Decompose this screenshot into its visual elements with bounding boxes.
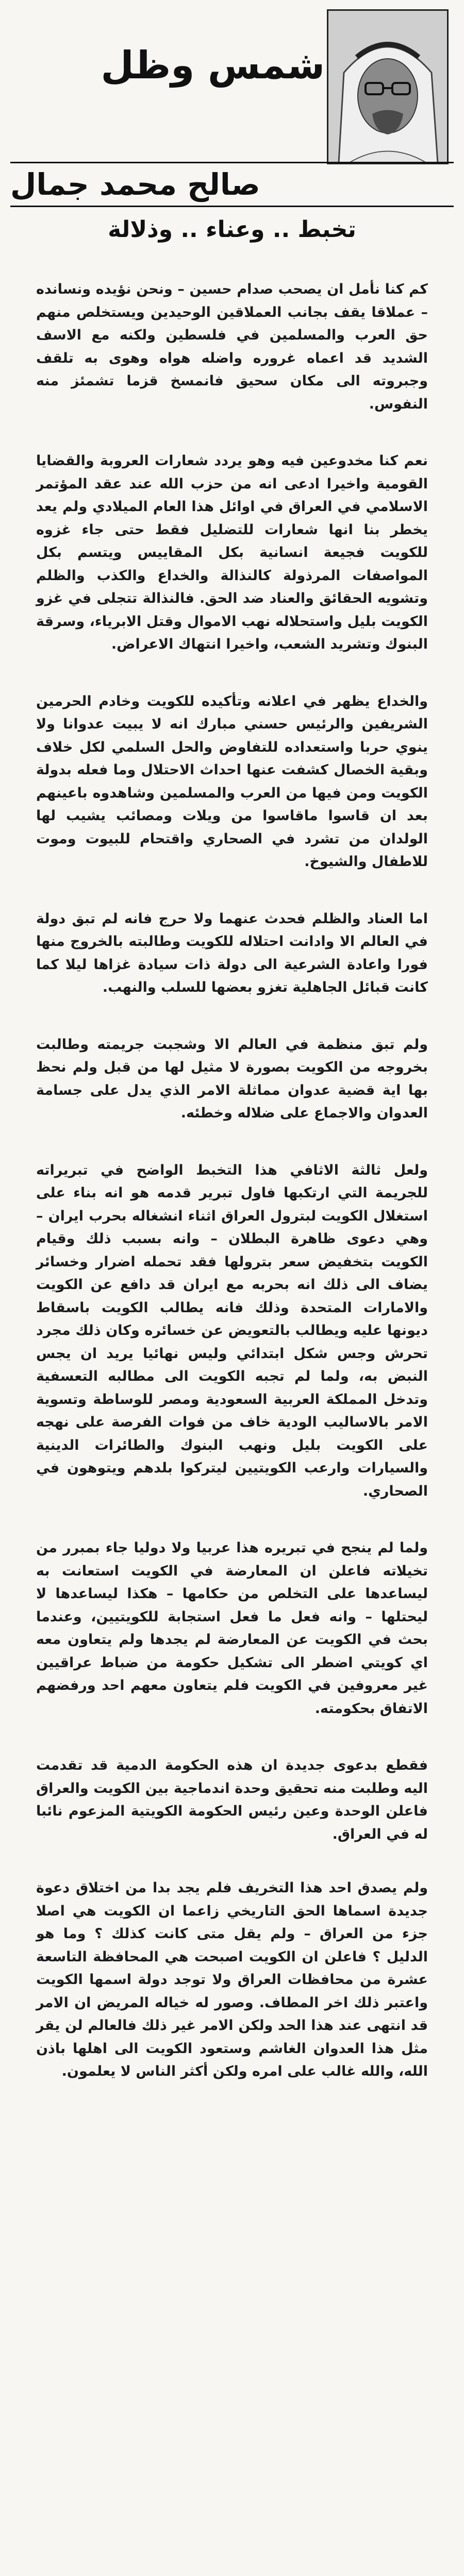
article-paragraph: ولم يصدق احد هذا التخريف فلم يجد بدا من اختلاق دعوة جديدة اسماها الحق التاريخي زاعما ان الكويت هي اصلا جزء من العراق – ولم يقل متى كانت كذلك ؟ وما هو الدليل ؟ فاعلن ان الكويت اصبحت هي المحافظة التاسعة عشرة من محافظات العراق ولا توجد دولة اسمها الكويت واعتبر ذلك اخر المطاف. وصور له خياله المريض ان الامر قد انتهى عند هذا الحد ولكن الامر غير ذلك فالعالم لن يقر مثل هذا العدوان الغاشم وستعود الكويت الى اهلها باذن الله، والله غالب على امره ولكن أكثر الناس لا يعلمون. — [36, 1880, 428, 2079]
article-paragraph: ولم تبق منظمة في العالم الا وشجبت جريمته وطالبت بخروجه من الكويت بصورة لا مثيل لها من قبل ولم نحظ بها اية قضية عدوان مماثلة الامر الذي يدل على جسامة العدوان والاجماع على ضلاله وخطئه. — [36, 1036, 428, 1121]
article-paragraph: ولما لم ينجح في تبريره هذا عربيا ولا دوليا جاء بمبرر من تخيلاته فاعلن ان المعارضة في الكويت استعانت به ليساعدها على التخلص من حكامها – هكذا ليساعدها لا ليحتلها – وانه فعل ما فعل استجابة للكويتيين، وعندما بحث في الكويت عن المعارضة لم يجدها ولم يتعاون معه اي كويتي اضطر الى تشكيل حكومة من ضباط عراقيين غير معروفين في الكويت فلم يتعاون معهم احد ورفضهم الاتفاق بحكومته. — [36, 1540, 428, 1717]
portrait-illustration — [328, 11, 447, 163]
article-headline: تخبط .. وعناء .. وذلالة — [108, 216, 356, 243]
article-paragraph: والخداع يظهر في اعلانه وتأكيده للكويت وخادم الحرمين الشريفين والرئيس حسني مبارك انه لا يبيت عدوانا ولا ينوي حربا واستعداده للتفاوض والحل السلمي لكل خلاف وبقية الخصال كشفت عنها احداث الاحتلال وما فعله بدولة الكويت ومن فيها من العرب والمسلمين وشاهدوه باعينهم بعد ان قاسوا ماقاسوا من ويلات ومصائب يشيب لها الولدان من تشرد في الصحاري واقتحام للبيوت وموت للاطفال والشيوخ. — [36, 693, 428, 870]
article-paragraph: نعم كنا مخدوعين فيه وهو يردد شعارات العروبة والقضايا القومية واخيرا ادعى انه من حزب الله عند عقد المؤتمر الاسلامي في العراق في اوائل هذا العام الميلادي ولم يعد يخطر بنا انها شعارات للتضليل فقط حتى جاء غزوه للكويت فجيعة انسانية بكل المقاييس ويتسم بكل المواصفات المرذولة كالنذالة والخداع والكذب والظلم وتشويه الحقائق والعناد ضد الحق. فالنذالة تتجلى في غزو الكويت بليل واستحلاله نهب الاموال وقتل الابرياء، وسرقة البنوك وتشريد الشعب، واخيرا انتهاك الاعراض. — [36, 453, 428, 652]
article-paragraph: فقطع بدعوى جديدة ان هذه الحكومة الدمية قد تقدمت اليه وطلبت منه تحقيق وحدة اندماجية بين الكويت والعراق فاعلن الوحدة وعين رئيس الحكومة الكويتية المزعوم نائبا له في العراق. — [36, 1757, 428, 1842]
author-name: صالح محمد جمال — [10, 167, 260, 202]
article-paragraph: كم كنا نأمل ان يصحب صدام حسين – ونحن نؤيده ونسانده – عملاقا يقف بجانب العملاقين الوحيدين ويستخلص منهم حق العرب والمسلمين في فلسطين ولكنه مع الاسف الشديد قد اعماه غروره واضله هواه وهوى به تلقف وجبروته الى مكان سحيق فانمسخ قزما تشمئز منه النفوس. — [36, 281, 428, 412]
column-title: شمس وظل — [101, 43, 325, 88]
author-portrait — [327, 9, 449, 164]
article-paragraph: ولعل ثالثة الاثافي هذا التخبط الواضح في تبريراته للجريمة التي ارتكبها فاول تبرير قدمه هو انه بناء على استغلال الكويت لبترول العراق اثناء انشغاله بحرب ايران – وهي دعوى ظاهرة البطلان – وانه بسبب ذلك وقيام الكويت بتخفيض سعر بترولها فقد تحمله اضرار وخسائر يضاف الى ذلك انه بحربه مع ايران قد دافع عن الكويت والامارات المتحدة وذلك فانه يطالب الكويت باسقاط ديونها عليه ويطالب بالتعويض عن خسائره وكان ذلك مجرد تحرش وجس شكل ابتدائي وليس نهائيا يريد ان يجس النبض به، ولما لم تجبه الكويت الى مطالبه التعسفية وتدخل المملكة العربية السعودية ومصر للوساطة وتسوية الامر بالاساليب الودية خاف من فوات الفرصة على نهجه على الكويت بليل ونهب البنوك والطائرات الدينية والسيارات وارعب الكويتيين ليتركوا بلدهم ويتوهون في الصحاري. — [36, 1162, 428, 1499]
article-body — [36, 278, 428, 2114]
column-masthead — [10, 7, 454, 211]
author-byline-box — [10, 162, 454, 207]
article-paragraph: اما العناد والظلم فحدث عنهما ولا حرج فانه لم تبق دولة في العالم الا وادانت احتلاله للكويت وطالبته بالخروج منها فورا واعادة الشرعية الى دولة ذات سيادة غزاها ليلا كما كانت قبائل الجاهلية تغزو بعضها للسلب والنهب. — [36, 910, 428, 995]
